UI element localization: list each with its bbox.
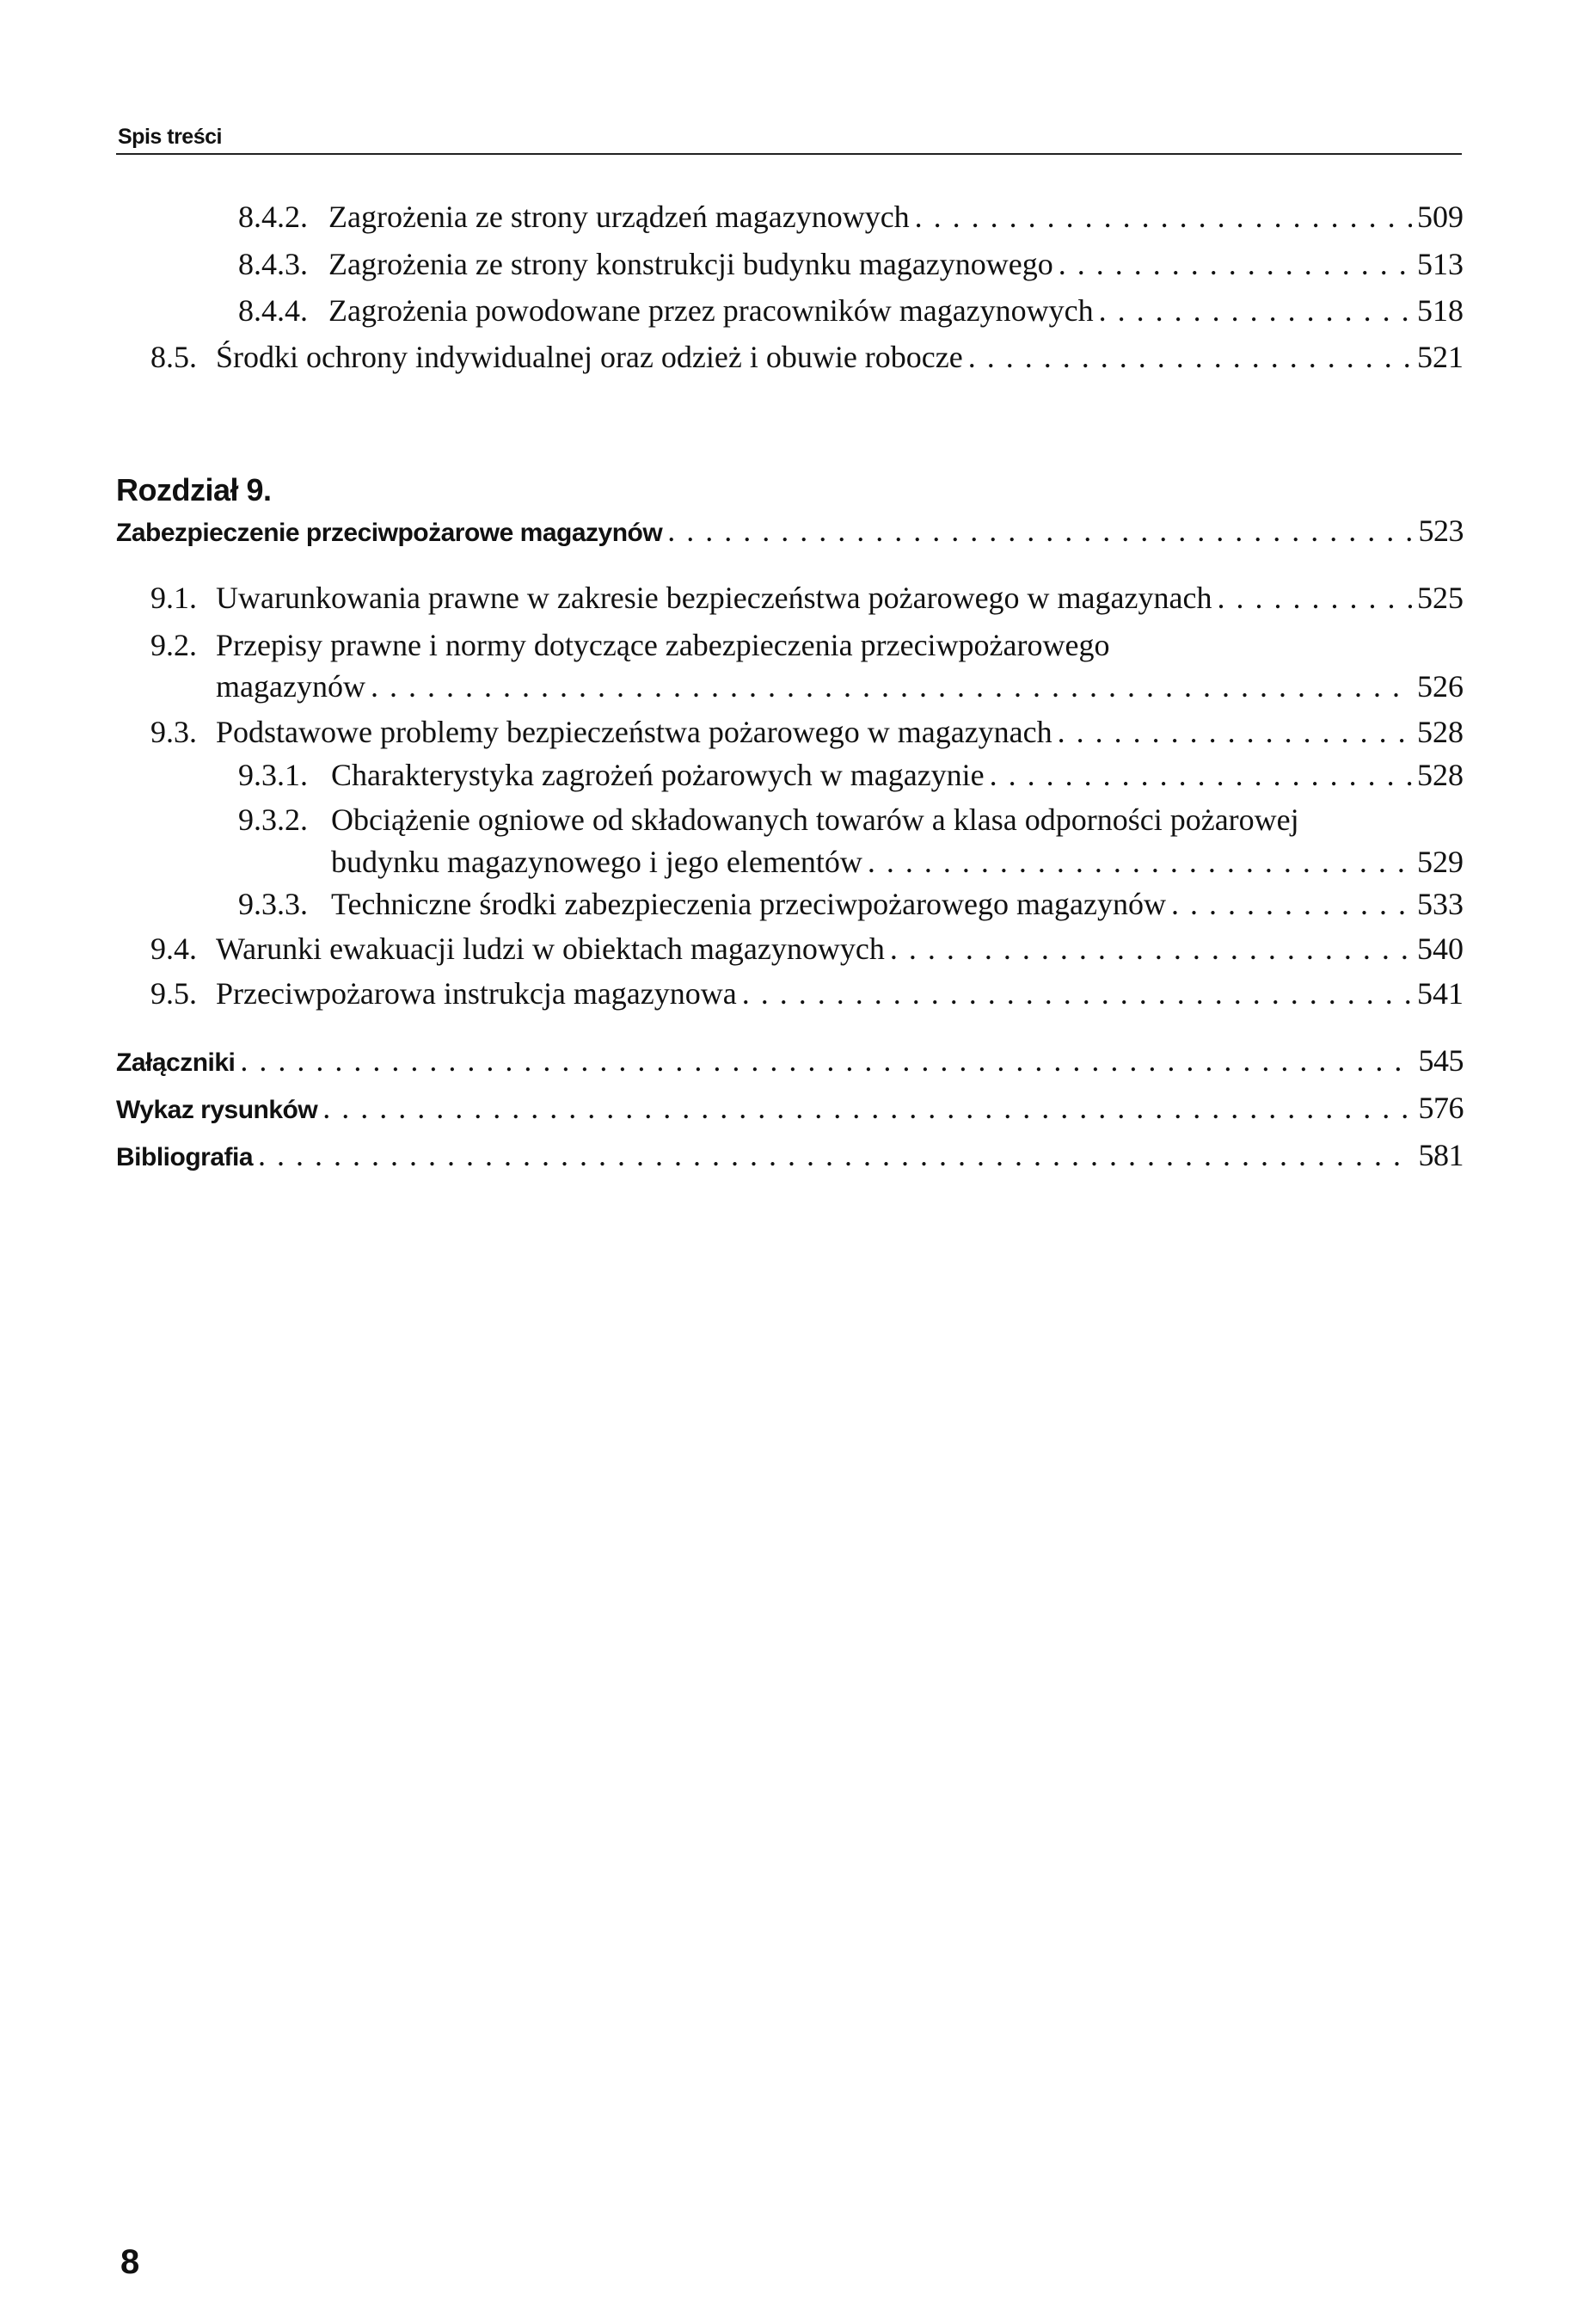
dot-leader — [990, 753, 1412, 796]
toc-entry-8-4-4[interactable] — [238, 289, 1464, 332]
entry-title: Zagrożenia ze strony konstrukcji budynku magazynowego — [328, 247, 1053, 281]
entry-page: 528 — [1417, 715, 1464, 749]
dot-leader — [322, 1086, 1413, 1129]
entry-number: 8.4.4. — [238, 293, 308, 328]
toc-entry-bibliografia[interactable] — [116, 1134, 1464, 1179]
dot-leader — [1059, 243, 1412, 286]
entry-number: 9.3.2. — [238, 802, 308, 837]
dot-leader — [868, 840, 1412, 883]
entry-title: Warunki ewakuacji ludzi w obiektach magazynowych — [216, 931, 885, 966]
entry-number: 9.5. — [150, 976, 197, 1011]
toc-entry-9-5[interactable] — [150, 972, 1464, 1015]
entry-title-continued: magazynów — [216, 669, 365, 704]
entry-number: 9.4. — [150, 931, 197, 966]
toc-entry-9-3-3[interactable] — [238, 882, 1464, 925]
entry-page: 521 — [1417, 340, 1464, 374]
dot-leader — [258, 1134, 1413, 1177]
entry-number: 9.3.3. — [238, 887, 308, 921]
entry-title: Uwarunkowania prawne w zakresie bezpieczeństwa pożarowego w magazynach — [216, 581, 1212, 615]
chapter-title-entry[interactable] — [116, 509, 1464, 555]
dot-leader — [915, 195, 1412, 238]
toc-entry-9-4[interactable] — [150, 927, 1464, 970]
chapter-page: 523 — [1418, 513, 1464, 548]
entry-number: 9.2. — [150, 628, 197, 662]
entry-number: 9.3. — [150, 715, 197, 749]
entry-title: Techniczne środki zabezpieczenia przeciwpożarowego magazynów — [331, 887, 1166, 921]
toc-entry-9-1[interactable] — [150, 576, 1464, 619]
entry-number: 8.4.3. — [238, 247, 308, 281]
toc-entry-9-3-2-line1[interactable] — [238, 798, 1464, 841]
entry-number: 9.3.1. — [238, 758, 308, 792]
entry-title: Załączniki — [116, 1048, 236, 1077]
entry-title: Przeciwpożarowa instrukcja magazynowa — [216, 976, 737, 1011]
entry-number: 9.1. — [150, 581, 197, 615]
entry-title: Środki ochrony indywidualnej oraz odzież i obuwie robocze — [216, 340, 963, 374]
toc-entry-9-3-2-line2[interactable] — [331, 840, 1464, 883]
entry-page: 529 — [1417, 845, 1464, 879]
entry-page: 541 — [1417, 976, 1464, 1011]
entry-title: Obciążenie ogniowe od składowanych towarów a klasa odporności pożarowej — [331, 802, 1299, 837]
dot-leader — [1099, 289, 1412, 332]
entry-title: Wykaz rysunków — [116, 1096, 318, 1124]
entry-page: 545 — [1418, 1043, 1464, 1078]
entry-title: Zagrożenia ze strony urządzeń magazynowych — [328, 200, 910, 234]
dot-leader — [240, 1039, 1413, 1082]
entry-title: Podstawowe problemy bezpieczeństwa pożarowego w magazynach — [216, 715, 1052, 749]
toc-entry-8-4-3[interactable] — [238, 243, 1464, 286]
dot-leader — [1058, 710, 1412, 753]
chapter-title: Zabezpieczenie przeciwpożarowe magazynów — [116, 519, 663, 547]
toc-entry-9-3[interactable] — [150, 710, 1464, 753]
entry-number: 8.5. — [150, 340, 197, 374]
running-header — [116, 119, 1462, 155]
toc-entry-wykaz-rysunkow[interactable] — [116, 1086, 1464, 1132]
entry-title: Przepisy prawne i normy dotyczące zabezpieczenia przeciwpożarowego — [216, 628, 1110, 662]
toc-entry-9-2-line2[interactable] — [216, 665, 1464, 708]
toc-entry-9-3-1[interactable] — [238, 753, 1464, 796]
entry-page: 581 — [1418, 1138, 1464, 1172]
dot-leader — [1171, 882, 1412, 925]
toc-entry-9-2-line1[interactable] — [150, 624, 1464, 667]
entry-page: 526 — [1417, 669, 1464, 704]
entry-page: 525 — [1417, 581, 1464, 615]
dot-leader — [371, 665, 1412, 708]
dot-leader — [1217, 576, 1412, 619]
page-number: 8 — [120, 2243, 140, 2281]
entry-page: 509 — [1417, 200, 1464, 234]
entry-page: 540 — [1417, 931, 1464, 966]
header-title: Spis treści — [118, 125, 222, 149]
dot-leader — [890, 927, 1412, 970]
toc-entry-8-5[interactable] — [150, 335, 1464, 378]
entry-page: 518 — [1417, 293, 1464, 328]
toc-entry-8-4-2[interactable] — [238, 195, 1464, 238]
dot-leader — [742, 972, 1412, 1015]
entry-title: Zagrożenia powodowane przez pracowników magazynowych — [328, 293, 1094, 328]
entry-page: 576 — [1418, 1091, 1464, 1125]
chapter-heading: Rozdział 9. — [116, 472, 272, 507]
dot-leader — [667, 509, 1413, 552]
entry-title: Bibliografia — [116, 1143, 254, 1171]
entry-title-continued: budynku magazynowego i jego elementów — [331, 845, 862, 879]
entry-page: 528 — [1417, 758, 1464, 792]
entry-title: Charakterystyka zagrożeń pożarowych w magazynie — [331, 758, 985, 792]
entry-page: 533 — [1417, 887, 1464, 921]
toc-entry-zalaczniki[interactable] — [116, 1039, 1464, 1085]
entry-number: 8.4.2. — [238, 200, 308, 234]
dot-leader — [968, 335, 1412, 378]
entry-page: 513 — [1417, 247, 1464, 281]
